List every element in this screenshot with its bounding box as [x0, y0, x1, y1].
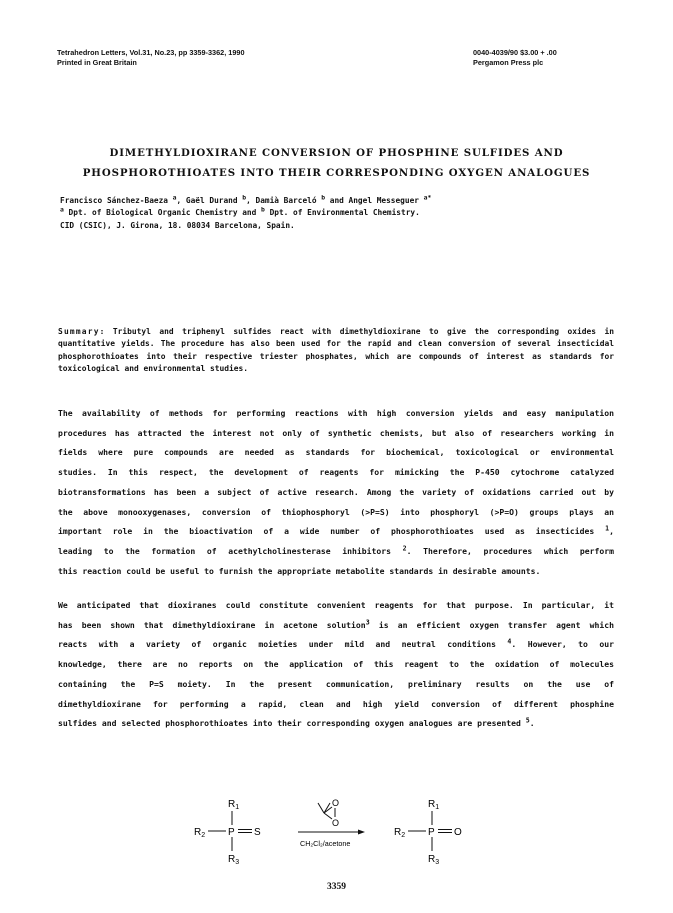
author-list	[60, 195, 620, 207]
price-info	[473, 48, 603, 68]
bond-line	[318, 803, 324, 813]
author-1-affil: a	[172, 193, 177, 202]
p-atom-left: P	[228, 827, 235, 838]
r3-right-label: $R_3$	[428, 854, 440, 866]
summary-block	[58, 326, 614, 375]
summary-text: : Tributyl and triphenyl sulfides react with dimethyldioxirane to give the corresponding oxides in quantitative yields. The procedure has also been used for the rapid and clean conversion of several insecticidal phosphorothioates into their respective triester phosphates, which are compounds of interest as standards for toxicological and environmental studies.	[58, 327, 614, 373]
p2-line	[58, 616, 614, 636]
affil-a-mark: a	[60, 205, 64, 214]
title-line-2: PHOSPHOROTHIOATES INTO THEIR CORRESPONDING OXYGEN ANALOGUES	[82, 167, 591, 179]
ref-4: 4	[507, 637, 512, 646]
p2-line-text: sulfides and selected phosphorothioates into their corresponding oxygen analogues are presented	[58, 718, 526, 729]
p2-line: knowledge, there are no reports on the application of this reagent to the oxidation of molecules	[58, 659, 614, 670]
p1-line-text: leading to the formation of acethylcholinesterase inhibitors	[58, 545, 403, 556]
affil-b: Dpt. of Environmental Chemistry.	[264, 208, 420, 218]
conditions-label: CH₂Cl₂/acetone	[300, 839, 351, 848]
p1-line	[58, 522, 614, 542]
p2-line-text: has been shown that dimethyldioxirane in acetone solution	[58, 619, 366, 630]
p2-line	[58, 635, 614, 655]
p2-line-text: reacts with a variety of organic moieties under mild and neutral conditions	[58, 639, 508, 650]
p2-line-text: . However, to our	[511, 639, 614, 650]
p1-line	[58, 542, 614, 562]
dioxirane-o-top: O	[332, 798, 340, 808]
author-2-affil: b	[242, 193, 247, 202]
r2-label: $R_2$	[194, 827, 206, 839]
address-line: CID (CSIC), J. Girona, 18. 08034 Barcelona, Spain.	[60, 220, 295, 230]
arrow-head	[358, 830, 365, 835]
ref-2: 2	[402, 544, 407, 553]
r1-right-label: $R_1$	[428, 799, 440, 811]
article-title	[40, 143, 633, 183]
bond-line	[324, 813, 332, 819]
p1-line: fields where pure compounds are needed as standards for biochemical, toxicological or environmental	[58, 447, 614, 458]
journal-citation	[57, 48, 245, 68]
author-3: , Damià Barceló	[246, 196, 322, 205]
affiliation-line	[60, 207, 620, 219]
ref-5: 5	[525, 716, 530, 725]
r3-label: $R_3$	[228, 854, 240, 866]
bond-line	[324, 807, 332, 813]
p2-line-text: .	[529, 718, 535, 729]
p1-line: the above monooxygenases, conversion of thiophosphoryl (⁠⁠⁠>P=S) into phosphoryl (>P=O) groups plays an	[58, 506, 614, 517]
p2-line-text: is an efficient oxygen transfer agent which	[369, 619, 614, 630]
author-2: , Gaël Durand	[176, 196, 243, 205]
p2-line: dimethyldioxirane for performing a rapid, clean and high yield conversion of different phosphine	[58, 698, 614, 709]
p1-line-text: important role in the bioactivation of a wide number of phosphorothioates used as insecticides	[58, 526, 606, 537]
publisher-line: Pergamon Press plc	[473, 58, 544, 67]
price-line: 0040-4039/90 $3.00 + .00	[473, 48, 557, 57]
title-line-1: DIMETHYLDIOXIRANE CONVERSION OF PHOSPHINE SULFIDES AND	[109, 147, 564, 159]
p1-line: studies. In this respect, the development of reagents for mimicking the P-450 cytochrome catalyzed	[58, 467, 614, 478]
p1-line-text: ,	[609, 526, 614, 537]
p2-line	[58, 714, 614, 734]
p1-line: procedures has attracted the interest not only of synthetic chemists, but also of researchers working in	[58, 427, 614, 438]
o-atom: O	[454, 827, 462, 838]
author-block	[60, 195, 620, 232]
r2-right-label: $R_2$	[394, 827, 406, 839]
p1-line: The availability of methods for performing reactions with high conversion yields and easy manipulation	[58, 408, 614, 418]
page-number: 3359	[327, 882, 346, 892]
p2-line: We anticipated that dioxiranes could constitute convenient reagents for that purpose. In particular, it	[58, 600, 614, 610]
author-3-affil: b	[321, 193, 326, 202]
r1-label: $R_1$	[228, 799, 240, 811]
ref-1: 1	[605, 524, 610, 533]
p1-line: this reaction could be useful to furnish the appropriate metabolite standards in desirable amounts.	[58, 565, 541, 576]
summary-label: Summary	[58, 327, 100, 336]
p1-line-text: . Therefore, procedures which perform	[406, 545, 614, 556]
affil-b-mark: b	[261, 205, 265, 214]
printed-line: Printed in Great Britain	[57, 58, 137, 67]
dioxirane-o-bottom: O	[332, 818, 340, 828]
author-4: and Angel Messeguer	[325, 196, 424, 205]
author-1: Francisco Sánchez-Baeza	[60, 196, 173, 205]
p-atom-right: P	[428, 827, 435, 838]
ref-3: 3	[365, 618, 370, 627]
bond-line	[324, 803, 330, 813]
p2-line: containing the P=S moiety. In the present communication, preliminary results on the use of	[58, 678, 614, 689]
s-atom: S	[254, 827, 261, 838]
journal-line: Tetrahedron Letters, Vol.31, No.23, pp 3359-3362, 1990	[57, 48, 245, 57]
reaction-scheme	[190, 795, 470, 875]
affil-a: Dpt. of Biological Organic Chemistry and	[63, 208, 262, 218]
p1-line: biotransformations has been a subject of active research. Among the variety of oxidations carried out by	[58, 486, 614, 497]
paragraph-1	[58, 404, 614, 581]
paragraph-2	[58, 596, 614, 734]
author-4-affil: a*	[423, 193, 432, 202]
